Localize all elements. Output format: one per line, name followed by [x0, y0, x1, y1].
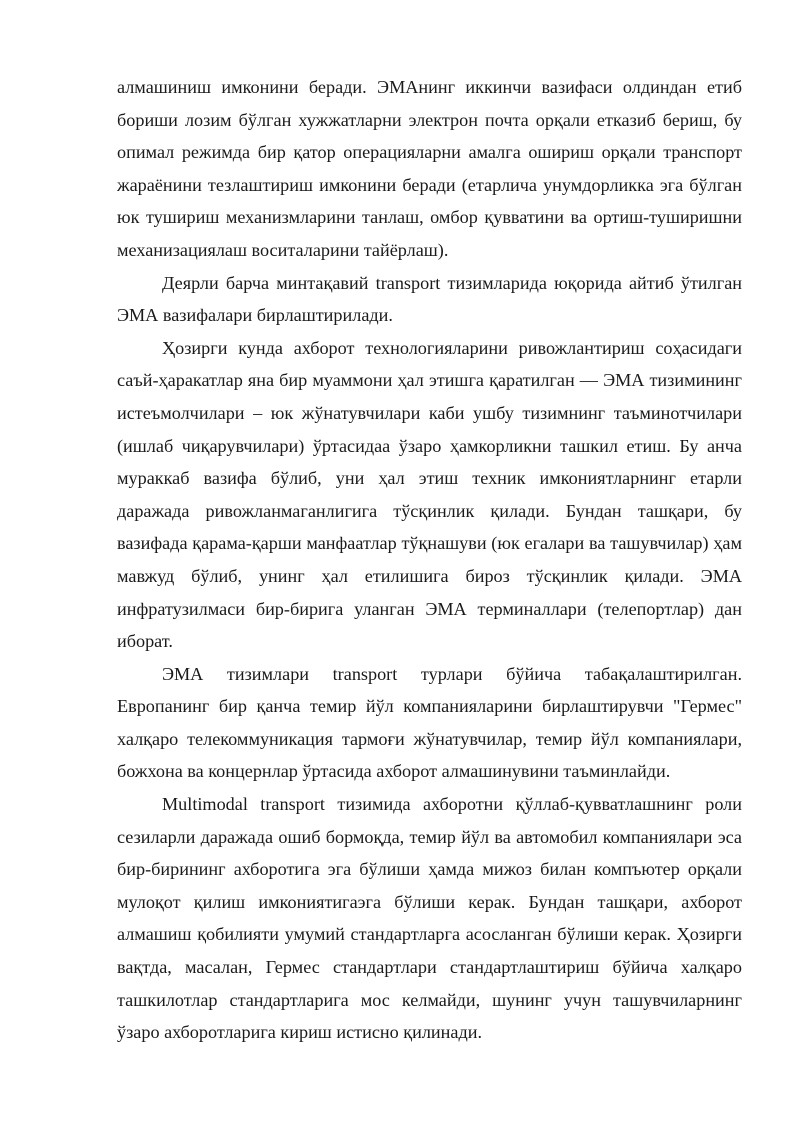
document-body — [117, 71, 742, 1049]
paragraph-regional-transport: Деярли барча минтақавий transport тизимларида юқорида айтиб ўтилган ЭМА вазифалари бирлаштирилади. — [117, 272, 742, 326]
paragraph-continuation: алмашиниш имконини беради. ЭМАнинг иккинчи вазифаси олдиндан етиб бориши лозим бўлган хужжатларни электрон почта орқали етказиб бериш, бу опимал режимда бир қатор операцияларни амалга ошириш орқали транспорт жараёнини тезлаштириш имконини беради (етарлича унумдорликка эга бўлган юк тушириш механизмларини танлаш, омбор қувватини ва ортиш-туширишни механизациялаш воситаларини тайёрлаш). — [117, 77, 742, 260]
paragraph-multimodal-transport: Multimodal transport тизимида ахборотни қўллаб-қувватлашнинг роли сезиларли даражада ошиб бормоқда, темир йўл ва автомобил компаниялари эса бир-бирининг ахборотига эга бўлиши ҳамда мижоз билан компъютер орқали мулоқот қилиш имкониятигаэга бўлиши керак. Бундан ташқари, ахборот алмашиш қобилияти умумий стандартларга асосланган бўлиши керак. Ҳозирги вақтда, масалан, Гермес стандартлари стандартлаштириш бўйича халқаро ташкилотлар стандартларига мос келмайди, шунинг учун ташувчиларнинг ўзаро ахборотларига кириш истисно қилинади. — [117, 794, 742, 1043]
paragraph-ema-systems: ЭМА тизимлари transport турлари бўйича табақалаштирилган. Европанинг бир қанча темир йўл компанияларини бирлаштирувчи "Гермес" халқаро телекоммуникация тармоғи жўнатувчилар, темир йўл компаниялари, божхона ва концернлар ўртасида ахборот алмашинувини таъминлайди. — [117, 663, 742, 782]
paragraph-information-technologies: Ҳозирги кунда ахборот технологияларини ривожлантириш соҳасидаги саъй-ҳаракатлар яна бир муаммони ҳал этишга қаратилган — ЭМА тизимининг истеъмолчилари – юк жўнатувчилари каби ушбу тизимнинг таъминотчилари (ишлаб чиқарувчилари) ўртасидаа ўзаро ҳамкорликни ташкил етиш. Бу анча мураккаб вазифа бўлиб, уни ҳал этиш техник имкониятларнинг етарли даражада ривожланмаганлигига тўсқинлик қилади. Бундан ташқари, бу вазифада қарама-қарши манфаатлар тўқнашуви (юк егалари ва ташувчилар) ҳам мавжуд бўлиб, унинг ҳал етилишига бироз тўсқинлик қилади. ЭМА инфратузилмаси бир-бирига уланган ЭМА терминаллари (телепортлар) дан иборат. — [117, 337, 742, 652]
